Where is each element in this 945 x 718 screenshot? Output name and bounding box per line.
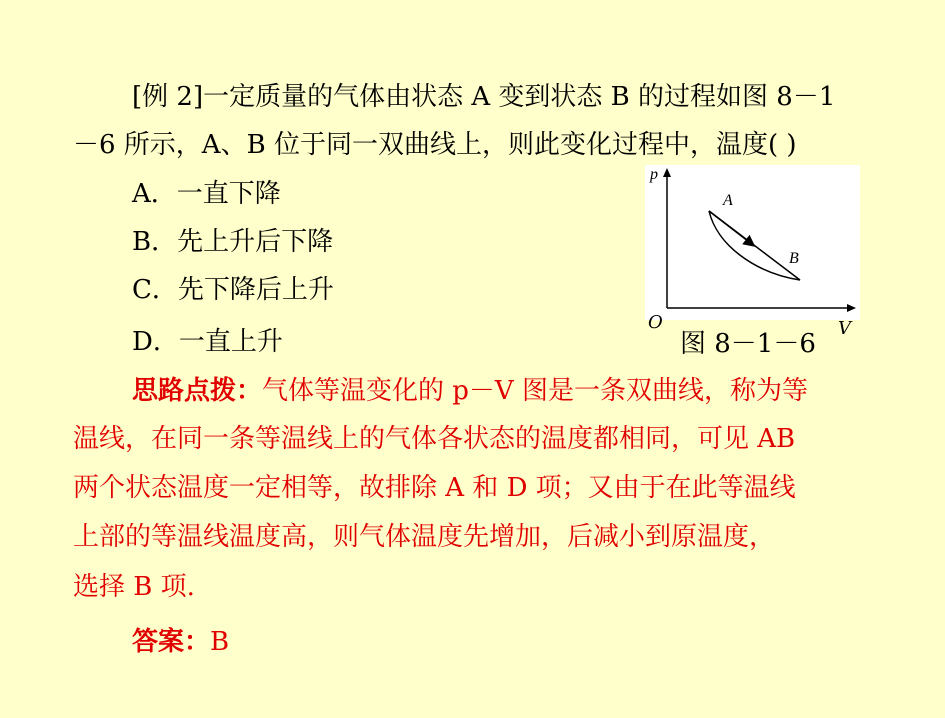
pv-diagram-svg [645, 165, 860, 320]
option-a: A．一直下降 [132, 179, 281, 209]
option-b: B．先上升后下降 [132, 227, 334, 257]
hint-label: 思路点拨： [132, 376, 263, 406]
p-axis-arrow [663, 168, 671, 177]
origin-label: O [648, 312, 663, 333]
v-axis-arrow [847, 304, 856, 312]
option-d: D．一直上升 [132, 327, 283, 357]
hint-line-3: 两个状态温度一定相等，故排除 A 和 D 项；又由于在此等温线 [73, 473, 796, 503]
v-axis-label: V [838, 318, 851, 339]
figure-caption: 图 8－1－6 [680, 329, 816, 359]
hint-line-2: 温线，在同一条等温线上的气体各状态的温度都相同，可见 AB [73, 424, 796, 454]
point-b-label: B [789, 250, 799, 267]
hint-line-5: 选择 B 项. [73, 572, 195, 602]
hint-line-4: 上部的等温线温度高，则气体温度先增加，后减小到原温度， [73, 522, 776, 552]
p-axis-label: p [650, 166, 658, 183]
hint-text-1: 气体等温变化的 p－V 图是一条双曲线，称为等 [262, 376, 808, 406]
answer-value: B [210, 627, 230, 657]
answer-label: 答案： [132, 627, 211, 657]
question-line-1: [例 2]一定质量的气体由状态 A 变到状态 B 的过程如图 8－1 [132, 82, 836, 112]
option-c: C．先下降后上升 [132, 275, 334, 305]
question-line-2: －6 所示，A、B 位于同一双曲线上，则此变化过程中，温度( ) [73, 130, 797, 160]
pv-diagram [645, 165, 860, 320]
hint-line-1 [132, 374, 808, 408]
answer-line [132, 625, 229, 659]
point-a-label: A [723, 192, 733, 209]
